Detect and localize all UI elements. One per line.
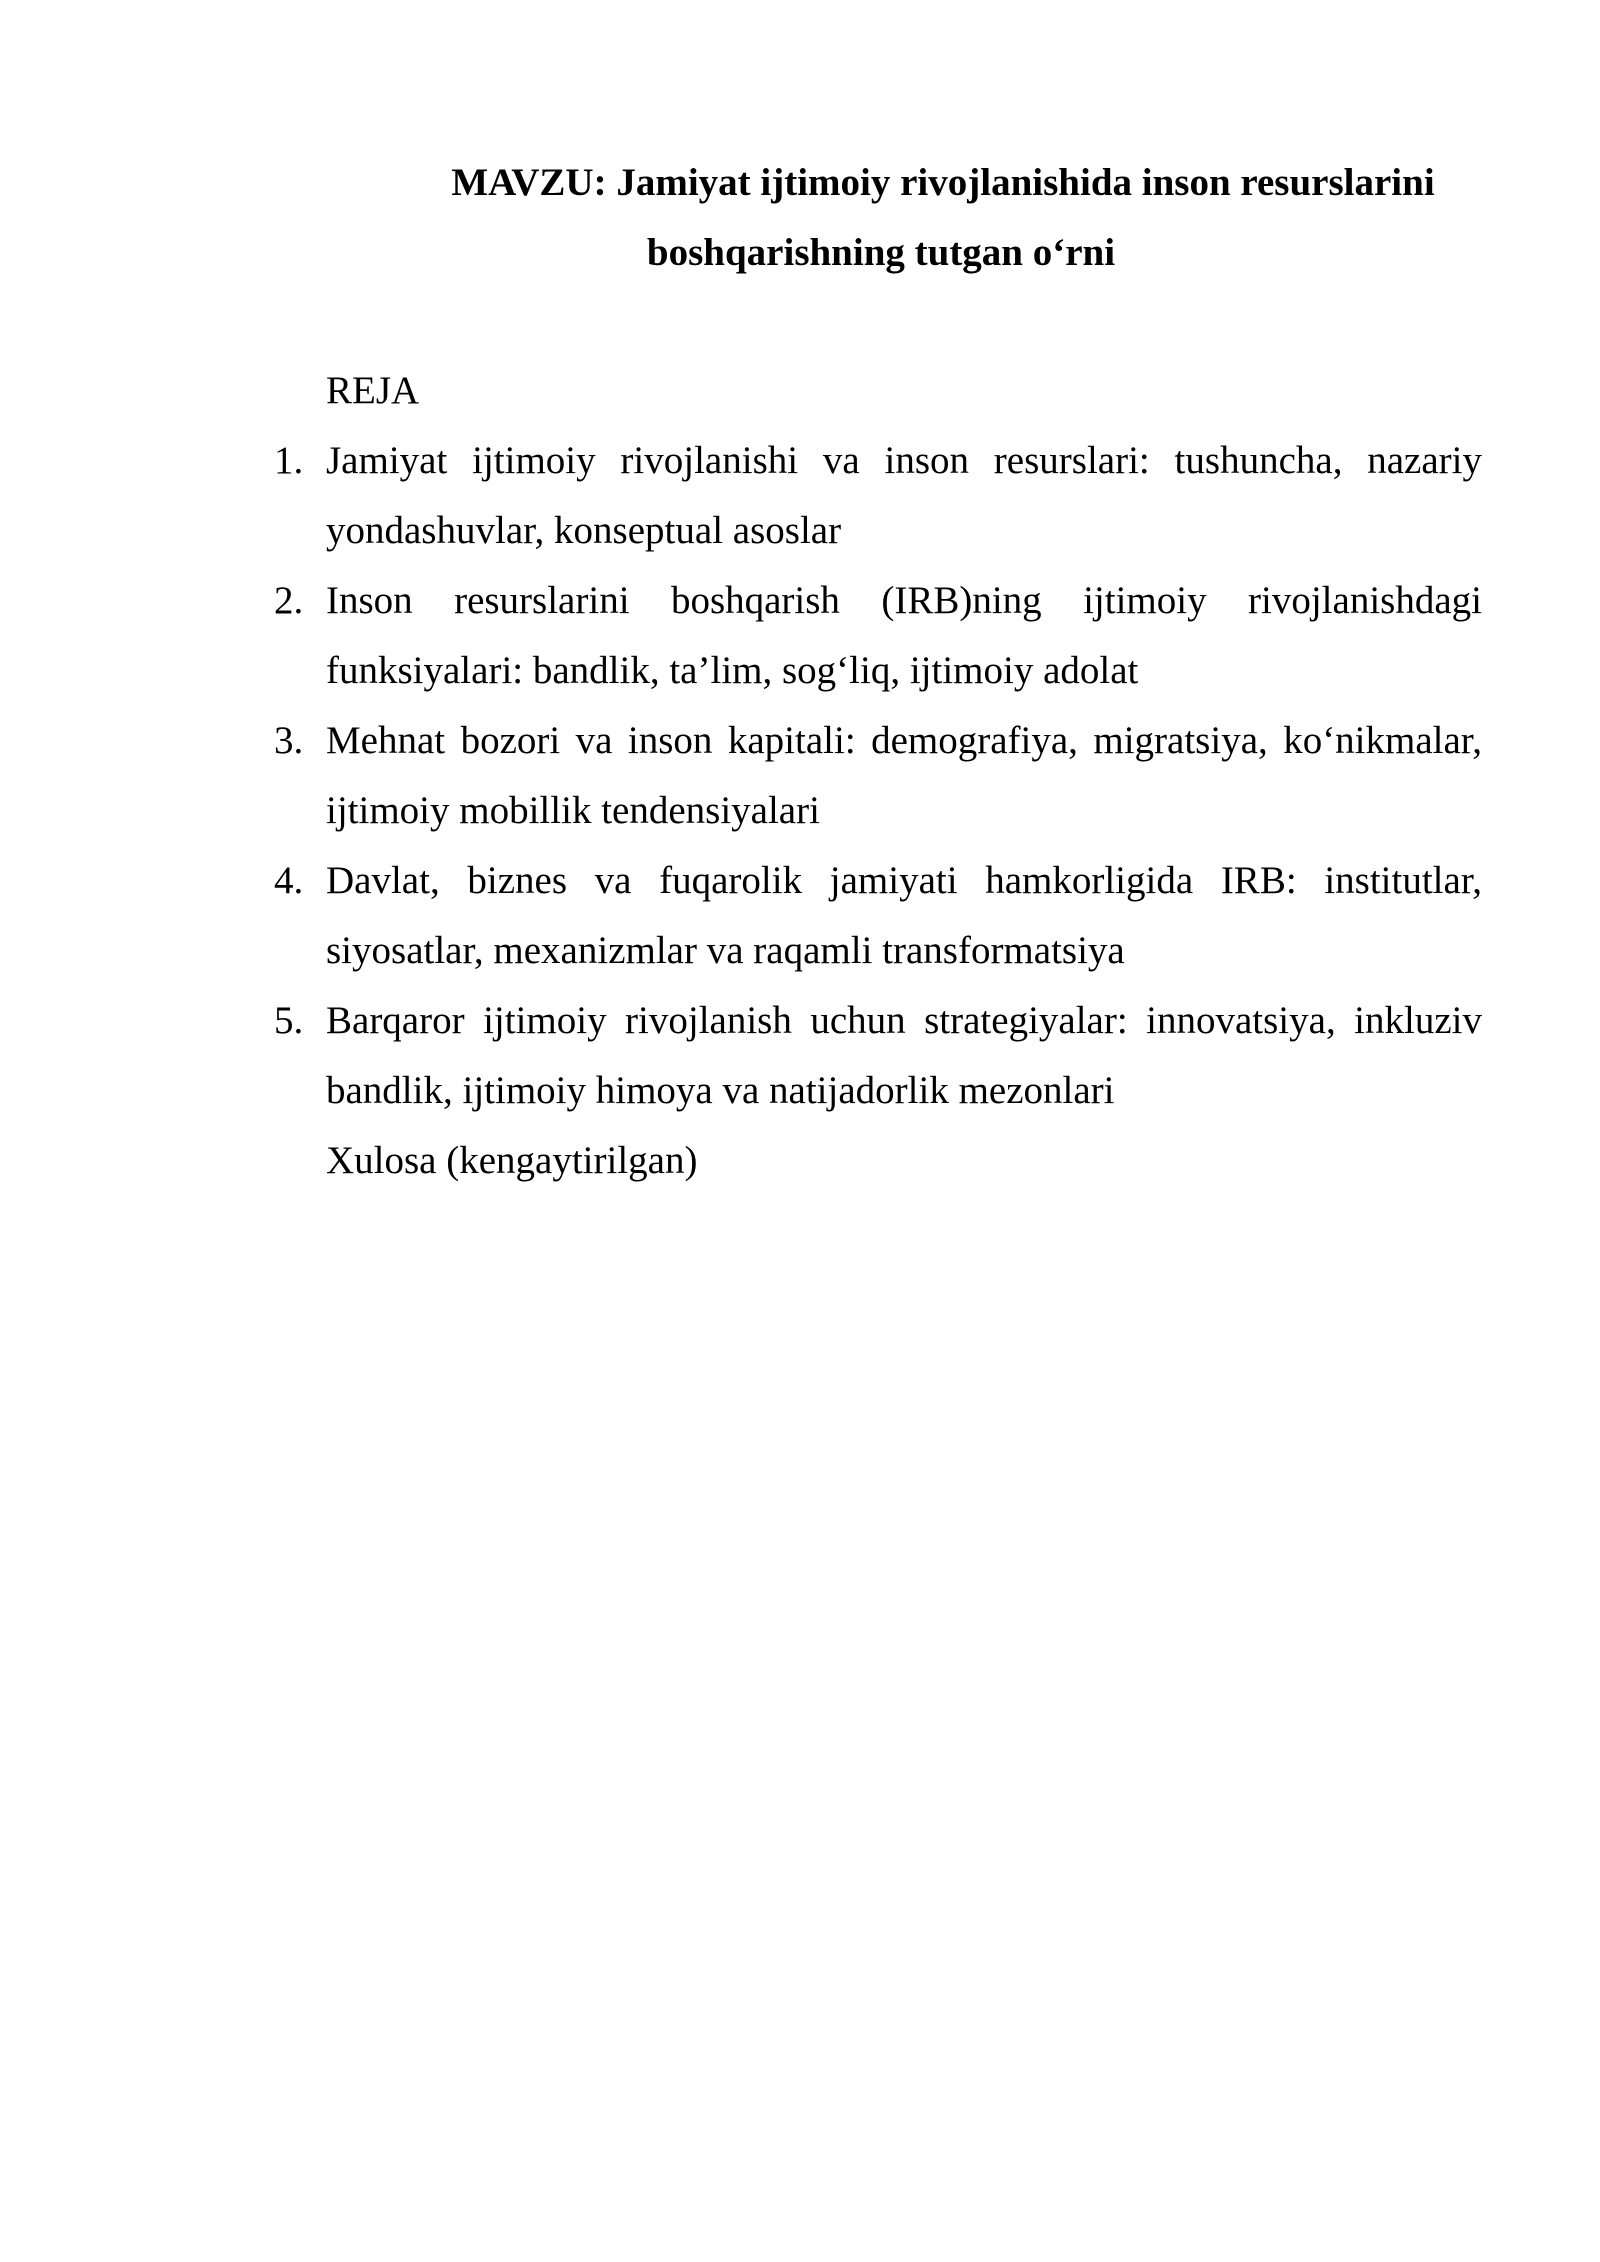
plan-list — [274, 426, 1482, 1126]
plan-item-text: Inson resurslarini boshqarish (IRB)ning ijtimoiy rivojlanishdagi funksiyalari: bandlik, ta’lim, sog‘liq, ijtimoiy adolat — [326, 579, 1482, 692]
plan-item-3 — [274, 706, 1482, 846]
plan-heading: REJA — [326, 369, 420, 412]
plan-item-text: Jamiyat ijtimoiy rivojlanishi va inson resurslari: tushuncha, nazariy yondashuvlar, konseptual asoslar — [326, 439, 1482, 552]
plan-item-text: Davlat, biznes va fuqarolik jamiyati hamkorligida IRB: institutlar, siyosatlar, mexanizmlar va raqamli transformatsiya — [326, 859, 1482, 972]
page-title: MAVZU: Jamiyat ijtimoiy rivojlanishida inson resurslarini boshqarishning tutgan o‘rni — [451, 161, 1435, 274]
plan-item-1 — [274, 426, 1482, 566]
plan-item-5 — [274, 986, 1482, 1126]
plan-item-number: 2. — [274, 579, 304, 622]
plan-item-number: 4. — [274, 859, 304, 902]
plan-item-4 — [274, 846, 1482, 986]
plan-item-number: 5. — [274, 999, 304, 1042]
plan-item-2 — [274, 566, 1482, 706]
plan-item-text: Barqaror ijtimoiy rivojlanish uchun strategiyalar: innovatsiya, inkluziv bandlik, ijtimoiy himoya va natijadorlik mezonlari — [326, 999, 1482, 1112]
plan-item-text: Mehnat bozori va inson kapitali: demografiya, migratsiya, ko‘nikmalar, ijtimoiy mobillik tendensiyalari — [326, 719, 1482, 832]
plan-item-number: 3. — [274, 719, 304, 762]
conclusion-item: Xulosa (kengaytirilgan) — [326, 1139, 698, 1182]
plan-item-number: 1. — [274, 439, 304, 482]
